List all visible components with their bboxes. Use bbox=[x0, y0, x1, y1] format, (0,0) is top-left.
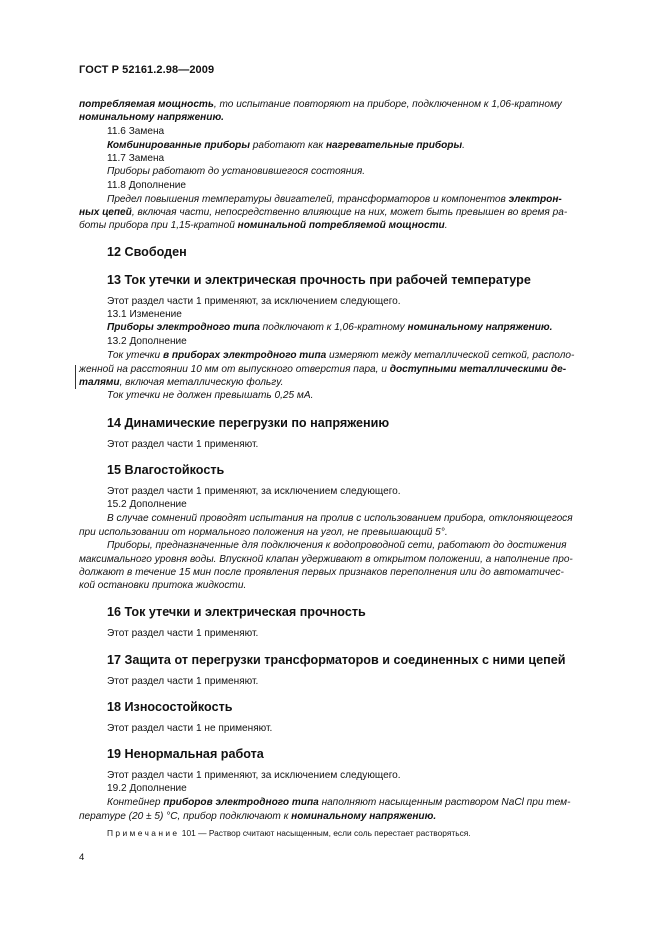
section-15-intro: Этот раздел части 1 применяют, за исключением следующего. bbox=[107, 486, 401, 497]
section-16-text: Этот раздел части 1 применяют. bbox=[107, 628, 259, 639]
clause-13-2-line-1: Ток утечки в приборах электродного типа измеряют между металлической сеткой, располо- bbox=[107, 350, 575, 361]
change-bar bbox=[75, 365, 76, 389]
section-16-heading: 16 Ток утечки и электрическая прочность bbox=[107, 605, 366, 619]
section-18-text: Этот раздел части 1 не применяют. bbox=[107, 723, 273, 734]
section-19-heading: 19 Ненормальная работа bbox=[107, 747, 264, 761]
section-14-text: Этот раздел части 1 применяют. bbox=[107, 439, 259, 450]
clause-13-2-line-2: женной на расстоянии 10 мм от выпускного отверстия пара, и доступными металлическими де- bbox=[79, 364, 567, 375]
clause-15-2-line-1: В случае сомнений проводят испытания на пролив с использованием прибора, отклоняющегося bbox=[107, 513, 573, 524]
intro-line-2: номинальному напряжению. bbox=[79, 112, 224, 123]
intro-line-1: потребляемая мощность, то испытание повторяют на приборе, подключенном к 1,06-кратному bbox=[79, 99, 562, 110]
clause-15-2-line-4: максимального уровня воды. Впускной клапан удерживают в открытом положении, а наполнение про- bbox=[79, 554, 573, 565]
page-number: 4 bbox=[79, 852, 85, 863]
section-12-heading: 12 Свободен bbox=[107, 245, 187, 259]
clause-15-2-line-2: при использовании от нормального положения на угол, не превышающий 5°. bbox=[79, 527, 448, 538]
section-13-intro: Этот раздел части 1 применяют, за исключением следующего. bbox=[107, 296, 401, 307]
clause-11-8-line-2: ных цепей, включая части, непосредственно влияющие на них, может быть превышен во время ра- bbox=[79, 207, 568, 218]
section-13-heading: 13 Ток утечки и электрическая прочность при рабочей температуре bbox=[107, 273, 531, 287]
standard-header: ГОСТ Р 52161.2.98—2009 bbox=[79, 64, 215, 76]
clause-11-7-text: Приборы работают до установившегося состояния. bbox=[107, 166, 366, 177]
clause-11-8-line-1: Предел повышения температуры двигателей, трансформаторов и компонентов электрон- bbox=[107, 194, 562, 205]
clause-15-2-label: 15.2 Дополнение bbox=[107, 499, 187, 510]
section-15-heading: 15 Влагостойкость bbox=[107, 463, 225, 477]
clause-11-6-label: 11.6 Замена bbox=[107, 126, 165, 137]
note-101: Примечание 101 — Раствор считают насыщенным, если соль перестает растворяться. bbox=[107, 828, 471, 838]
clause-11-8-line-3: боты прибора при 1,15-кратной номинальной потребляемой мощности. bbox=[79, 220, 448, 231]
section-17-text: Этот раздел части 1 применяют. bbox=[107, 676, 259, 687]
clause-15-2-line-3: Приборы, предназначенные для подключения к водопроводной сети, работают до достижения bbox=[107, 540, 567, 551]
clause-13-2-line-4: Ток утечки не должен превышать 0,25 мА. bbox=[107, 390, 314, 401]
clause-13-1-label: 13.1 Изменение bbox=[107, 309, 182, 320]
section-18-heading: 18 Износостойкость bbox=[107, 700, 233, 714]
clause-11-8-label: 11.8 Дополнение bbox=[107, 180, 187, 191]
section-14-heading: 14 Динамические перегрузки по напряжению bbox=[107, 416, 390, 430]
clause-13-2-line-3: талями, включая металлическую фольгу. bbox=[79, 377, 284, 388]
section-19-intro: Этот раздел части 1 применяют, за исключением следующего. bbox=[107, 770, 401, 781]
clause-13-1-text: Приборы электродного типа подключают к 1,06-кратному номинальному напряжению. bbox=[107, 322, 553, 333]
clause-15-2-line-5: должают в течение 15 мин после проявления первых признаков переполнения или до автоматичес- bbox=[79, 567, 564, 578]
clause-19-2-label: 19.2 Дополнение bbox=[107, 783, 187, 794]
clause-13-2-label: 13.2 Дополнение bbox=[107, 336, 187, 347]
clause-19-2-line-1: Контейнер приборов электродного типа наполняют насыщенным раствором NaCl при тем- bbox=[107, 797, 571, 808]
clause-19-2-line-2: пературе (20 ± 5) °С, прибор подключают к номинальному напряжению. bbox=[79, 811, 437, 822]
clause-15-2-line-6: кой остановки притока жидкости. bbox=[79, 580, 247, 591]
clause-11-7-label: 11.7 Замена bbox=[107, 153, 165, 164]
clause-11-6-text: Комбинированные приборы работают как нагревательные приборы. bbox=[107, 140, 465, 151]
section-17-heading: 17 Защита от перегрузки трансформаторов и соединенных с ними цепей bbox=[107, 653, 566, 667]
